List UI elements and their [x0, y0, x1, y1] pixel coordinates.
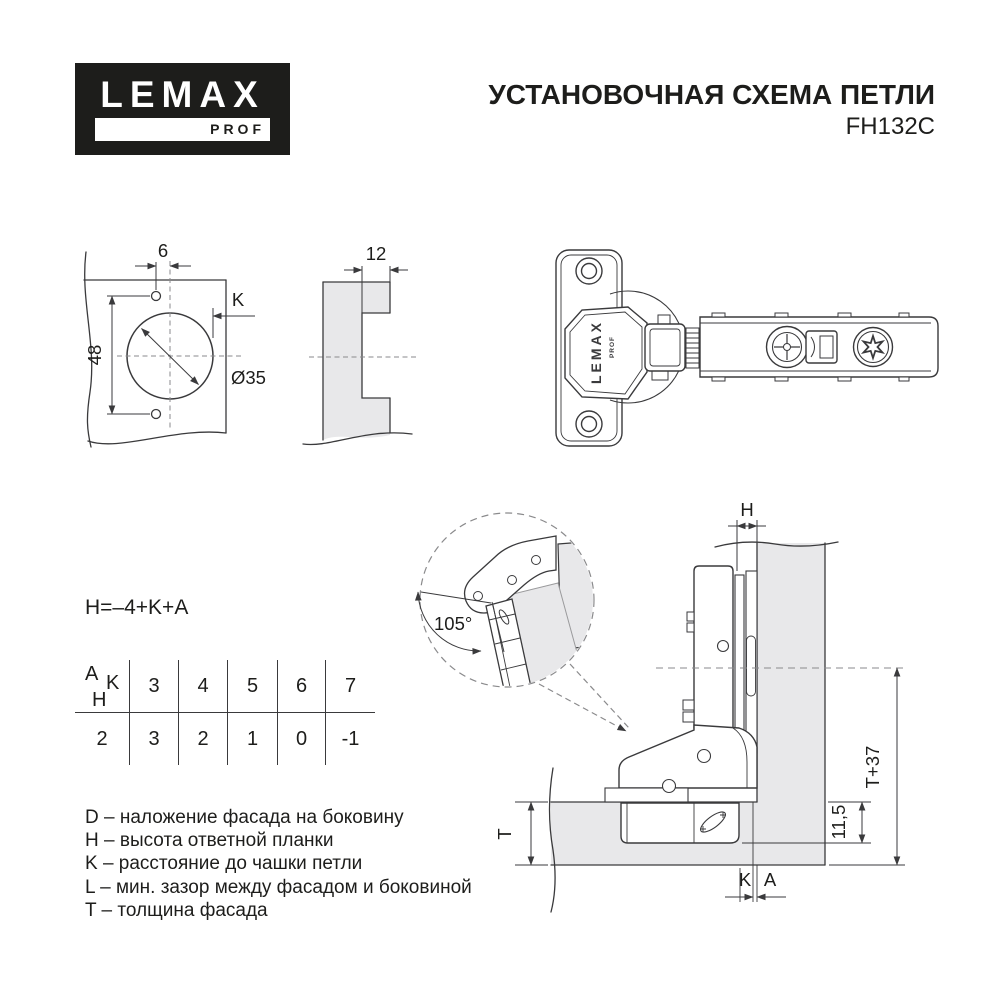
table-h-value: -1 [325, 713, 375, 765]
dim-label-a: A [763, 869, 777, 890]
dim-label-t37: T+37 [862, 745, 883, 789]
legend-item-h: H – высота ответной планки [85, 830, 334, 852]
cup-flange [605, 788, 688, 802]
table-h-value: 2 [178, 713, 227, 765]
table-k-value: 6 [277, 660, 325, 713]
hinge-front-view-drawing [550, 245, 945, 450]
table-h-value: 1 [227, 713, 277, 765]
dim-label-k: K [738, 869, 752, 890]
dim-label-t: T [494, 828, 515, 840]
balloon-pointer [539, 684, 626, 731]
title-block [488, 78, 935, 142]
brand-subname: PROF [210, 121, 265, 137]
brand-name: LEMAX [100, 74, 265, 115]
dim-label-6: 6 [157, 240, 169, 261]
dim-label-12: 12 [365, 243, 387, 264]
page-title: УСТАНОВОЧНАЯ СХЕМА ПЕТЛИ [488, 79, 935, 110]
dim-label-angle: 105° [434, 613, 473, 634]
panel-section-drawing [288, 228, 442, 460]
table-h-value: 3 [129, 713, 178, 765]
dim-label-cup-depth: 11,5 [828, 804, 849, 840]
screw-hole-top [152, 292, 161, 301]
dim-label-48: 48 [84, 344, 105, 366]
installation-cross-section-drawing [410, 470, 990, 950]
table-header-k: K [106, 672, 120, 694]
cup-section [621, 803, 739, 843]
dim-label-h: H [740, 499, 754, 520]
arm-lower [619, 725, 757, 788]
dim-label-cup-diameter: Ø35 [231, 367, 266, 388]
table-corner-cell [75, 660, 129, 713]
table-k-value: 7 [325, 660, 375, 713]
table-header-h: H [92, 689, 107, 711]
drill-notch [362, 313, 390, 398]
detail-balloon [418, 513, 629, 731]
table-k-value: 5 [227, 660, 277, 713]
panel-section-fill [323, 282, 390, 440]
panel-cut-edge-bottom [88, 432, 226, 444]
brand-logo-bar [95, 118, 270, 141]
screw-hole-bottom [152, 410, 161, 419]
cup-brand-subtext: PROF [609, 335, 616, 359]
formula: H=–4+K+A [85, 596, 189, 619]
dim-label-k-top: K [231, 289, 245, 310]
table-k-value: 4 [178, 660, 227, 713]
table-header-a: A [85, 663, 99, 685]
legend-item-t: T – толщина фасада [85, 899, 268, 921]
legend-item-l: L – мин. зазор между фасадом и боковиной [85, 876, 472, 898]
brand-logo [75, 63, 290, 155]
legend-item-d: D – наложение фасада на боковину [85, 807, 404, 828]
knuckle [645, 324, 685, 371]
drill-pattern-drawing [55, 228, 285, 460]
table-a-value: 2 [96, 727, 108, 750]
model-number: FH132C [845, 113, 935, 140]
cup-brand-text: LEMAX [588, 320, 604, 384]
legend-item-k: K – расстояние до чашки петли [85, 853, 363, 875]
table-k-value: 3 [129, 660, 178, 713]
table-h-value: 0 [277, 713, 325, 765]
adjustment-table [75, 660, 375, 765]
